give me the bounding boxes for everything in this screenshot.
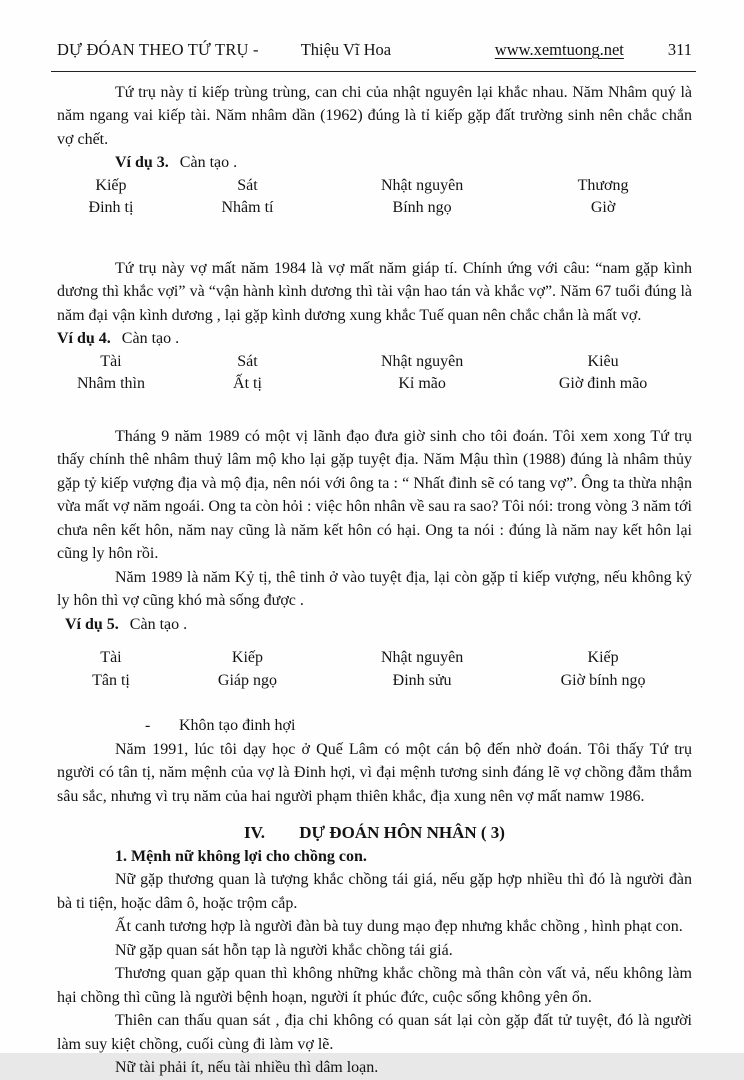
example-4-heading [57, 327, 692, 351]
table-cell: Nhâm tí [221, 199, 274, 216]
example-3-suffix: Càn tạo . [179, 154, 238, 171]
table-cell: Tài [100, 352, 122, 370]
table-cell: Nhật nguyên [381, 176, 464, 194]
table-row [57, 647, 692, 670]
example-5-suffix: Càn tạo . [129, 615, 188, 633]
table-cell: Thương [577, 176, 629, 194]
page-number: 311 [667, 40, 692, 59]
table-cell: Tài [100, 649, 122, 666]
example-3-heading [57, 151, 692, 175]
table-cell: Đinh tị [88, 199, 134, 216]
table-cell: Nhật nguyên [381, 352, 464, 370]
table-cell: Sát [237, 352, 258, 370]
section-paragraph-6: Nữ tài phải ít, nếu tài nhiều thì dâm loạn. [115, 1059, 379, 1076]
paragraph-2: Tứ trụ này vợ mất năm 1984 là vợ mất năm giáp tí. Chính ứng với câu: “nam gặp kình dương thì khắc vợi” và “vận hành kình dương thì tài vận hao tán và khắc vợ”. Năm 67 tuổi đúng là năm đại vận kình dương , lại gặp kình dương xung khắc Tuế quan nên chắc chắn là mất vợ. [57, 259, 692, 324]
page-header [57, 38, 692, 62]
section-title: DỰ ĐOÁN HÔN NHÂN ( 3) [299, 823, 505, 842]
table-row [57, 351, 692, 374]
table-cell: Kiếp [231, 649, 264, 666]
website-link[interactable]: www.xemtuong.net [494, 40, 624, 59]
table-cell: Kỉ mão [398, 375, 446, 392]
paragraph-5: Năm 1991, lúc tôi dạy học ở Quế Lâm có một cán bộ đến nhờ đoán. Tôi thấy Tứ trụ người có tân tị, năm mệnh của vợ là Đinh hợi, vì đại mệnh tương sinh đáng lẽ vợ chồng đằm thắm sâu sắc, nhưng vì trụ năm của hai người phạm thiên khắc, địa xung nên vợ mất namw 1986. [57, 740, 692, 805]
section-heading [57, 821, 692, 845]
table-cell: Nhâm thìn [76, 375, 145, 392]
table-row [57, 197, 692, 220]
section-paragraph-5: Thiên can thấu quan sát , địa chi không có quan sát lại còn gặp đất tử tuyệt, đó là người làm suy kiệt chồng, cuối cùng đi làm vợ lẽ. [57, 1012, 692, 1053]
table-cell: Nhật nguyên [381, 649, 464, 666]
example-5-label: Ví dụ 5. [65, 615, 119, 633]
table-cell: Giờ [590, 199, 616, 216]
section-paragraph-2: Ất canh tương hợp là người đàn bà tuy dung mạo đẹp nhưng khắc chồng , hình phạt con. [115, 918, 683, 935]
paragraph-4: Năm 1989 là năm Kỷ tị, thê tinh ở vào tuyệt địa, lại còn gặp tỉ kiếp vượng, nếu không kỷ ly hôn thì vợ cũng khó mà sống được . [57, 568, 692, 609]
table-row [57, 175, 692, 198]
table-cell: Sát [237, 176, 258, 194]
table-cell: Bính ngọ [392, 199, 452, 216]
paragraph-3: Tháng 9 năm 1989 có một vị lãnh đạo đưa giờ sinh cho tôi đoán. Tôi xem xong Tứ trụ thấy chính thê nhâm thuỷ lâm mộ kho lại gặp tuyệt địa. Năm Mậu thìn (1988) đúng là nhâm thủy gặp tỷ kiếp vượng địa và mộ địa, nên nói với ông ta : “ Nhất đinh sẽ có tang vợ”. Ông ta thừa nhận vừa mất vợ năm ngoái. Ong ta còn hỏi : việc hôn nhân về sau ra sao? Tôi nói: trong vòng 3 năm tới chưa nên kết hôn, năm nay cũng là năm kết hôn có hại. Ong ta nói : đúng là năm nay kết hôn lại cũng ly hôn rồi. [57, 427, 692, 562]
example-5-heading [57, 613, 692, 637]
table-cell: Kiếp [587, 649, 619, 666]
table-cell: Giáp ngọ [217, 671, 278, 689]
example-5-note [57, 714, 692, 738]
section-paragraph-3: Nữ gặp quan sát hỗn tạp là người khắc chồng tái giá. [115, 941, 453, 959]
table-cell: Kiếp [95, 176, 127, 194]
table-cell: Giờ đinh mão [558, 375, 648, 392]
table-row [57, 373, 692, 396]
table-row [57, 670, 692, 693]
note-text: Khôn tạo đinh hợi [179, 717, 296, 734]
author-name: Thiệu Vĩ Hoa [300, 40, 392, 59]
example-3-table [57, 175, 692, 220]
table-cell: Kiêu [587, 352, 619, 370]
section-paragraph-1: Nữ gặp thương quan là tượng khắc chồng tái giá, nếu gặp hợp nhiều thì đó là người đàn bà ti tiện, hoặc dâm ô, hoặc trộm cắp. [57, 871, 692, 912]
paragraph-1: Tứ trụ này tỉ kiếp trùng trùng, can chi của nhật nguyên lại khắc nhau. Năm Nhâm quý là năm ngang vai kiếp tài. Năm nhâm dần (1962) đúng là tỉ kiếp gặp đất trường sinh nên chắc chắn vợ chết. [57, 83, 692, 148]
book-title: DỰ ĐÓAN THEO TỨ TRỤ - [57, 40, 259, 59]
section-paragraph-4: Thương quan gặp quan thì không những khắc chồng mà thân còn vất vả, nếu không làm hại chồng thì cũng là người bệnh hoạn, người ít phúc đức, cuộc sống không yên ổn. [57, 965, 692, 1006]
section-number: IV. [244, 823, 265, 842]
example-4-label: Ví dụ 4. [57, 330, 111, 347]
note-dash: - [145, 717, 151, 734]
table-cell: Đinh sửu [392, 671, 452, 689]
header-rule [51, 71, 696, 72]
table-cell: Tân tị [92, 671, 130, 689]
section-subheading: 1. Mệnh nữ không lợi cho chồng con. [115, 847, 367, 865]
table-cell: Ất tị [233, 375, 262, 392]
example-3-label: Ví dụ 3. [115, 154, 169, 171]
example-4-table [57, 351, 692, 396]
example-5-table [57, 647, 692, 692]
table-cell: Giờ bính ngọ [560, 671, 646, 689]
example-4-suffix: Càn tạo . [121, 330, 180, 347]
